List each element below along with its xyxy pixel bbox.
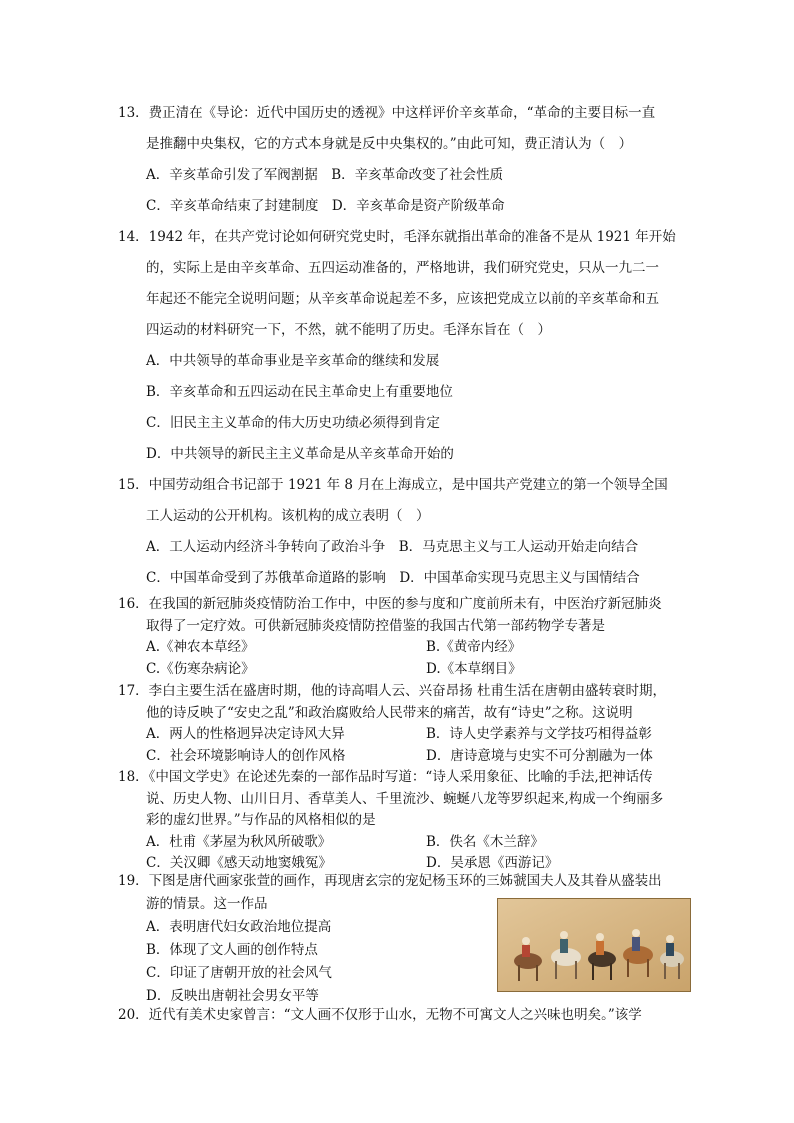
q14-option-c: C．旧民主主义革命的伟大历史功绩必须得到肯定 bbox=[146, 415, 440, 431]
q14-option-a: A．中共领导的革命事业是辛亥革命的继续和发展 bbox=[146, 353, 440, 369]
q14-option-b: B．辛亥革命和五四运动在民主革命史上有重要地位 bbox=[146, 384, 453, 400]
q15-option-row: C．中国革命受到了苏俄革命道路的影响 D．中国革命实现马克思主义与国情结合 bbox=[146, 570, 640, 586]
q19-option-b: B．体现了文人画的创作特点 bbox=[146, 942, 318, 958]
q16-option-b: B.《黄帝内经》 bbox=[426, 639, 522, 656]
question-15 bbox=[118, 470, 678, 594]
q18-option-row bbox=[118, 832, 678, 854]
q14-stem-line: 的，实际上是由辛亥革命、五四运动准备的，严格地讲，我们研究党史，只从一九二一 bbox=[146, 260, 659, 276]
q17-stem-line: 他的诗反映了“安史之乱”和政治腐败给人民带来的痛苦，故有“诗史”之称。这说明 bbox=[146, 704, 633, 721]
q18-stem-line: 彩的虚幻世界。”与作品的风格相似的是 bbox=[146, 812, 376, 829]
q18-stem-line: 说、历史人物、山川日月、香草美人、千里流沙、蜿蜒八龙等罗织起来,构成一个绚丽多 bbox=[146, 790, 664, 807]
q15-stem-line: 15．中国劳动组合书记部于 1921 年 8 月在上海成立，是中国共产党建立的第一个领导全国 bbox=[118, 477, 668, 493]
q13-option-row: C．辛亥革命结束了封建制度 D．辛亥革命是资产阶级革命 bbox=[146, 198, 505, 214]
q18-option-b: B．佚名《木兰辞》 bbox=[426, 833, 544, 850]
q13-stem-line: 13．费正清在《导论：近代中国历史的透视》中这样评价辛亥革命，“革命的主要目标一直 bbox=[118, 105, 656, 121]
question-13 bbox=[118, 98, 678, 222]
question-18 bbox=[118, 767, 678, 875]
q14-stem-line: 四运动的材料研究一下，不然，就不能明了历史。毛泽东旨在（ ） bbox=[146, 322, 551, 338]
q17-option-b: B．诗人史学素养与文学技巧相得益彰 bbox=[426, 726, 652, 743]
q15-stem-line: 工人运动的公开机构。该机构的成立表明（ ） bbox=[146, 508, 430, 524]
tang-painting-image bbox=[497, 898, 691, 992]
q13-stem-line: 是推翻中央集权，它的方式本身就是反中央集权的。”由此可知，费正清认为（ ） bbox=[146, 136, 633, 152]
q16-stem-line: 16．在我国的新冠肺炎疫情防治工作中，中医的参与度和广度前所未有，中医治疗新冠肺炎 bbox=[118, 596, 662, 612]
q14-stem-line: 年起还不能完全说明问题；从辛亥革命说起差不多，应该把党成立以前的辛亥革命和五 bbox=[146, 291, 659, 307]
q19-stem-line: 19．下图是唐代画家张萱的画作，再现唐玄宗的宠妃杨玉环的三姊虢国夫人及其眷从盛装出 bbox=[118, 873, 662, 889]
question-16 bbox=[118, 594, 678, 680]
q19-option-c: C．印证了唐朝开放的社会风气 bbox=[146, 965, 332, 981]
q16-option-a: A.《神农本草经》 bbox=[146, 639, 255, 656]
question-20 bbox=[118, 1004, 678, 1027]
q16-option-row bbox=[118, 637, 678, 659]
q17-option-a: A．两人的性格迥异决定诗风大异 bbox=[146, 726, 345, 743]
q18-stem-line: 18．《中国文学史》在论述先秦的一部作品时写道：“诗人采用象征、比喻的手法,把神话传 bbox=[118, 769, 653, 785]
q19-stem-line: 游的情景。这一作品 bbox=[146, 896, 268, 912]
q18-option-c: C．关汉卿《感天动地窦娥冤》 bbox=[146, 855, 332, 872]
q19-option-d: D．反映出唐朝社会男女平等 bbox=[146, 988, 319, 1004]
q17-stem-line: 17．李白主要生活在盛唐时期，他的诗高唱人云、兴奋昂扬 杜甫生活在唐朝由盛转衰时期， bbox=[118, 683, 666, 699]
q17-option-row bbox=[118, 724, 678, 746]
q14-option-d: D．中共领导的新民主主义革命是从辛亥革命开始的 bbox=[146, 446, 454, 462]
painting-illustration bbox=[498, 899, 690, 991]
q16-option-row bbox=[118, 659, 678, 681]
q13-option-row: A．辛亥革命引发了军阀割据 B．辛亥革命改变了社会性质 bbox=[146, 167, 504, 183]
q19-option-a: A．表明唐代妇女政治地位提高 bbox=[146, 919, 332, 935]
q14-stem-line: 14．1942 年，在共产党讨论如何研究党史时，毛泽东就指出革命的准备不是从 1921 年开始 bbox=[118, 229, 676, 245]
q18-option-a: A．杜甫《茅屋为秋风所破歌》 bbox=[146, 833, 332, 850]
q16-option-d: D.《本草纲目》 bbox=[426, 660, 522, 677]
q20-stem-line: 20．近代有美术史家曾言：“文人画不仅形于山水，无物不可寓文人之兴味也明矣。”该学 bbox=[118, 1007, 642, 1023]
q17-option-d: D．唐诗意境与史实不可分割融为一体 bbox=[426, 747, 653, 764]
question-14 bbox=[118, 222, 678, 470]
q17-option-row bbox=[118, 746, 678, 768]
q15-option-row: A．工人运动内经济斗争转向了政治斗争 B．马克思主义与工人运动开始走向结合 bbox=[146, 539, 639, 555]
q16-option-c: C.《伤寒杂病论》 bbox=[146, 660, 255, 677]
q18-option-d: D．吴承恩《西游记》 bbox=[426, 855, 559, 872]
q16-stem-line: 取得了一定疗效。可供新冠肺炎疫情防控借鉴的我国古代第一部药物学专著是 bbox=[146, 617, 605, 634]
q17-option-c: C．社会环境影响诗人的创作风格 bbox=[146, 747, 346, 764]
question-17 bbox=[118, 681, 678, 767]
